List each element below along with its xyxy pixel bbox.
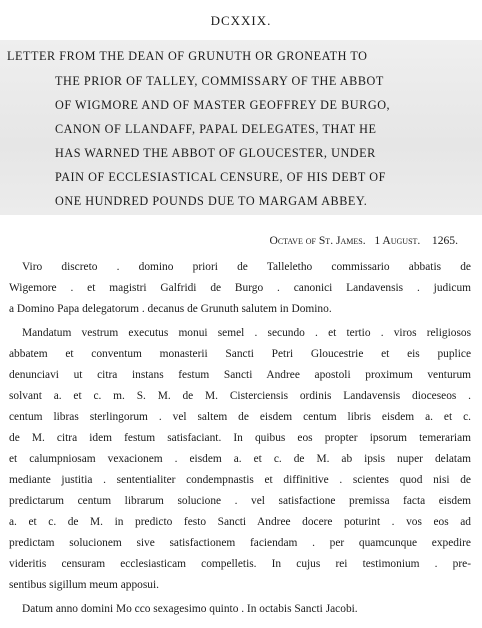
body-line: denunciavi ut citra instans festum Sancti Andree apostoli proximum venturum <box>9 369 471 381</box>
title-line: OF WIGMORE AND OF MASTER GEOFFREY DE BURGO, <box>55 98 391 112</box>
body-line: predictarum centum librarum solucione . vel satisfactione premissa facta eisdem <box>9 495 471 507</box>
body-line: Datum anno domini Mo cco sexagesimo quinto . In octabis Sancti Jacobi. <box>22 603 358 615</box>
title-line: THE PRIOR OF TALLEY, COMMISSARY OF THE ABBOT <box>55 74 384 88</box>
charter-number: DCXXIX. <box>210 13 272 28</box>
body-line: de M. citra idem festum satisfaciant. In quibus eos propter ipsorum temerariam <box>9 432 471 444</box>
body-line: sentibus sigillum meum apposui. <box>9 579 159 591</box>
date-line: Octave of St. James. 1 August. 1265. <box>269 234 458 247</box>
body-line: solvant a. et c. m. S. M. de M. Cisterciensis ordinis Landavensis dioceseos . <box>9 390 471 402</box>
title-line: HAS WARNED THE ABBOT OF GLOUCESTER, UNDER <box>55 146 376 160</box>
body-line: a Domino Papa delegatorum . decanus de Grunuth salutem in Domino. <box>9 303 332 315</box>
title-line: ONE HUNDRED POUNDS DUE TO MARGAM ABBEY. <box>55 194 368 208</box>
body-line: abbatem et conventum monasterii Sancti Petri Gloucestrie et eis puplice <box>9 348 471 360</box>
body-line: videritis censuram ecclesiasticam compelletis. In cujus rei testimonium . pre- <box>9 558 471 570</box>
body-line: et calumpniosam vexacionem . eisdem a. et c. de M. ab ipsis nuper delatam <box>9 453 471 465</box>
title-line: CANON OF LLANDAFF, PAPAL DELEGATES, THAT HE <box>55 122 377 136</box>
body-line: Wigemore . et magistri Galfridi de Burgo . canonici Landavensis . judicum <box>9 282 471 294</box>
body-line: Viro discreto . domino priori de Talleletho commissario abbatis de <box>22 261 471 273</box>
body-line: a. et c. de M. in predicto festo Sancti Andree docere poturint . vos eos ad <box>9 516 471 528</box>
title-line: LETTER FROM THE DEAN OF GRUNUTH OR GRONEATH TO <box>7 49 368 63</box>
title-line: PAIN OF ECCLESIASTICAL CENSURE, OF HIS DEBT OF <box>55 170 386 184</box>
body-line: mediante justitia . sententialiter condempnastis et diffinitive . scientes quod nisi de <box>9 474 471 486</box>
body-line: centum libras sterlingorum . vel saltem de eisdem centum libris eisdem a. et c. <box>9 411 471 423</box>
body-line: Mandatum vestrum executus monui semel . secundo . et tertio . viros religiosos <box>22 327 471 339</box>
body-line: predictam solucionem sive satisfactionem faciendam . per quamcunque expedire <box>9 537 471 549</box>
